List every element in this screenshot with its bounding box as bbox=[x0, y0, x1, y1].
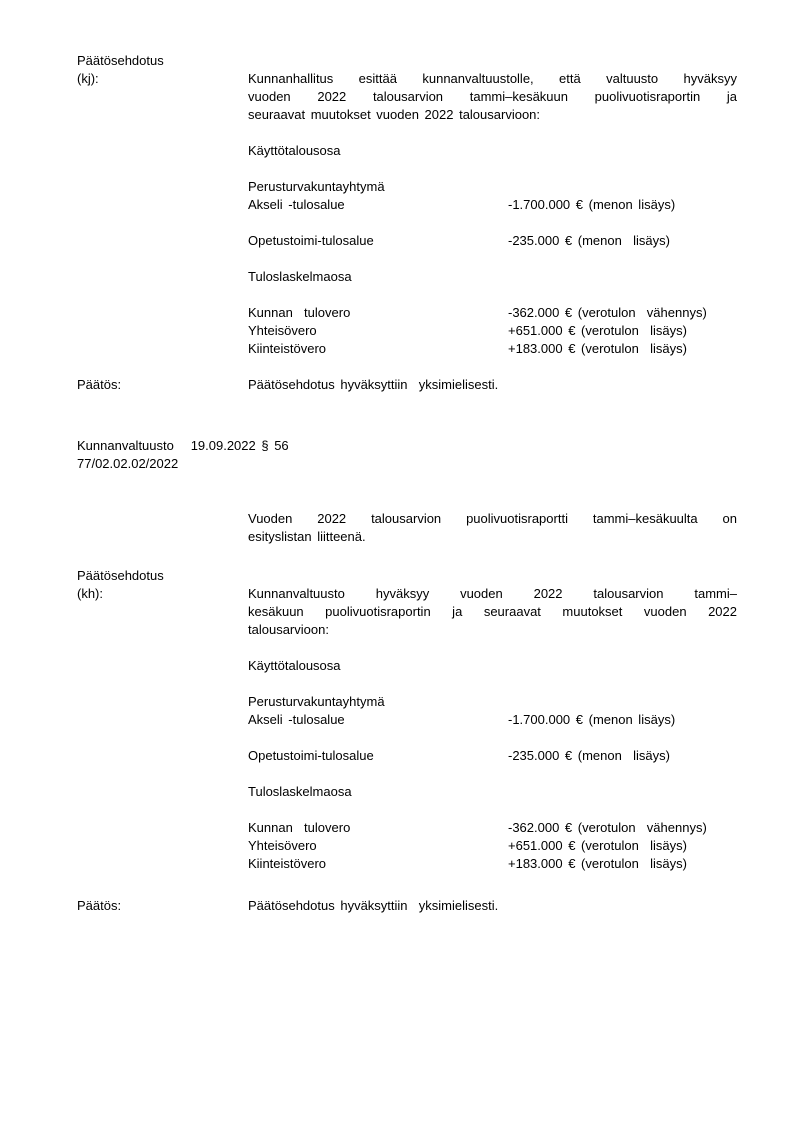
spacer bbox=[0, 394, 794, 437]
kh-tax-row-tulovero bbox=[248, 819, 737, 837]
kh-akseli-row bbox=[248, 711, 737, 729]
kh-proposal-code: (kh): bbox=[77, 586, 103, 601]
kh-tuloslaskelma-heading: Tuloslaskelmaosa bbox=[248, 784, 352, 799]
budget-item-value: +183.000 € (verotulon lisäys) bbox=[508, 856, 687, 871]
section-kj bbox=[0, 52, 794, 358]
budget-item-value: -235.000 € (menon lisäys) bbox=[508, 233, 670, 248]
budget-item-value: +651.000 € (verotulon lisäys) bbox=[508, 323, 687, 338]
spacer bbox=[0, 546, 794, 567]
kh-proposal-line-1: Kunnanvaltuusto hyväksyy vuoden 2022 talousarvion tammi– bbox=[248, 586, 737, 601]
kj-decision-text: Päätösehdotus hyväksyttiin yksimielisesti. bbox=[248, 377, 499, 392]
budget-item-value: -362.000 € (verotulon vähennys) bbox=[508, 305, 707, 320]
kj-proposal-line-2: vuoden 2022 talousarvion tammi–kesäkuun puolivuotisraportin ja bbox=[248, 89, 737, 104]
kj-kayttotalous-heading: Käyttötalousosa bbox=[248, 143, 341, 158]
budget-item-name: Opetustoimi-tulosalue bbox=[248, 748, 374, 763]
kh-decision-label: Päätös: bbox=[77, 898, 122, 913]
spacer bbox=[248, 160, 737, 178]
kh-proposal-label: Päätösehdotus bbox=[77, 568, 164, 583]
kh-body-column bbox=[248, 585, 737, 873]
case-number: 77/02.02.02/2022 bbox=[77, 456, 179, 471]
budget-item-name: Yhteisövero bbox=[248, 323, 317, 338]
budget-item-value: +183.000 € (verotulon lisäys) bbox=[508, 341, 687, 356]
kj-decision-label: Päätös: bbox=[77, 377, 122, 392]
kj-proposal-line-3: seuraavat muutokset vuoden 2022 talousarvioon: bbox=[248, 107, 541, 122]
kh-decision-row bbox=[0, 897, 794, 915]
kh-decision-body bbox=[248, 897, 737, 915]
budget-item-name: Opetustoimi-tulosalue bbox=[248, 233, 374, 248]
kj-tax-row-tulovero bbox=[248, 304, 737, 322]
budget-item-value: +651.000 € (verotulon lisäys) bbox=[508, 838, 687, 853]
budget-item-value: -1.700.000 € (menon lisäys) bbox=[508, 712, 676, 727]
budget-item-value: -235.000 € (menon lisäys) bbox=[508, 748, 670, 763]
meeting-header-line: Kunnanvaltuusto 19.09.2022 § 56 bbox=[77, 438, 289, 453]
kh-proposal-line-3: talousarvioon: bbox=[248, 622, 329, 637]
kj-proposal-line-1: Kunnanhallitus esittää kunnanvaltuustolle, että valtuusto hyväksyy bbox=[248, 71, 737, 86]
spacer bbox=[0, 473, 794, 510]
kh-decision-label-column bbox=[0, 897, 248, 915]
budget-item-name: Yhteisövero bbox=[248, 838, 317, 853]
kj-decision-row bbox=[0, 376, 794, 394]
kh-opetustoimi-row bbox=[248, 747, 737, 765]
kj-decision-body bbox=[248, 376, 737, 394]
spacer bbox=[0, 873, 794, 897]
budget-item-name: Kiinteistövero bbox=[248, 341, 327, 356]
spacer bbox=[248, 124, 737, 142]
spacer bbox=[248, 675, 737, 693]
budget-item-name: Kunnan tulovero bbox=[248, 305, 351, 320]
kj-proposal-label: Päätösehdotus bbox=[77, 53, 164, 68]
spacer bbox=[248, 729, 737, 747]
kj-label-column bbox=[0, 52, 248, 88]
kj-opetustoimi-row bbox=[248, 232, 737, 250]
kj-tuloslaskelma-heading: Tuloslaskelmaosa bbox=[248, 269, 352, 284]
intro-line-2: esityslistan liitteenä. bbox=[248, 529, 366, 544]
kj-tax-row-yhteisovero bbox=[248, 322, 737, 340]
spacer bbox=[248, 286, 737, 304]
kh-kayttotalous-heading: Käyttötalousosa bbox=[248, 658, 341, 673]
kj-tax-row-kiinteistovero bbox=[248, 340, 737, 358]
spacer bbox=[0, 358, 794, 376]
kj-proposal-code: (kj): bbox=[77, 71, 99, 86]
kj-body-column bbox=[248, 70, 737, 358]
budget-item-name: Akseli -tulosalue bbox=[248, 712, 345, 727]
meeting-header bbox=[0, 437, 794, 473]
budget-item-name: Akseli -tulosalue bbox=[248, 197, 345, 212]
kj-decision-label-column bbox=[0, 376, 248, 394]
section-kh bbox=[0, 567, 794, 873]
kh-label-column bbox=[0, 567, 248, 603]
intro-line-1: Vuoden 2022 talousarvion puolivuotisraportti tammi–kesäkuulta on bbox=[248, 511, 737, 526]
intro-paragraph bbox=[248, 510, 737, 546]
kj-akseli-row bbox=[248, 196, 737, 214]
kh-decision-text: Päätösehdotus hyväksyttiin yksimielisesti. bbox=[248, 898, 499, 913]
kh-tax-row-yhteisovero bbox=[248, 837, 737, 855]
kh-perusturva-heading: Perusturvakuntayhtymä bbox=[248, 694, 385, 709]
spacer bbox=[248, 639, 737, 657]
budget-item-name: Kunnan tulovero bbox=[248, 820, 351, 835]
budget-item-value: -1.700.000 € (menon lisäys) bbox=[508, 197, 676, 212]
spacer bbox=[248, 765, 737, 783]
budget-item-value: -362.000 € (verotulon vähennys) bbox=[508, 820, 707, 835]
kh-proposal-line-2: kesäkuun puolivuotisraportin ja seuraavat muutokset vuoden 2022 bbox=[248, 604, 737, 619]
spacer bbox=[248, 214, 737, 232]
spacer bbox=[248, 250, 737, 268]
spacer bbox=[248, 801, 737, 819]
kh-tax-row-kiinteistovero bbox=[248, 855, 737, 873]
kj-perusturva-heading: Perusturvakuntayhtymä bbox=[248, 179, 385, 194]
budget-item-name: Kiinteistövero bbox=[248, 856, 327, 871]
